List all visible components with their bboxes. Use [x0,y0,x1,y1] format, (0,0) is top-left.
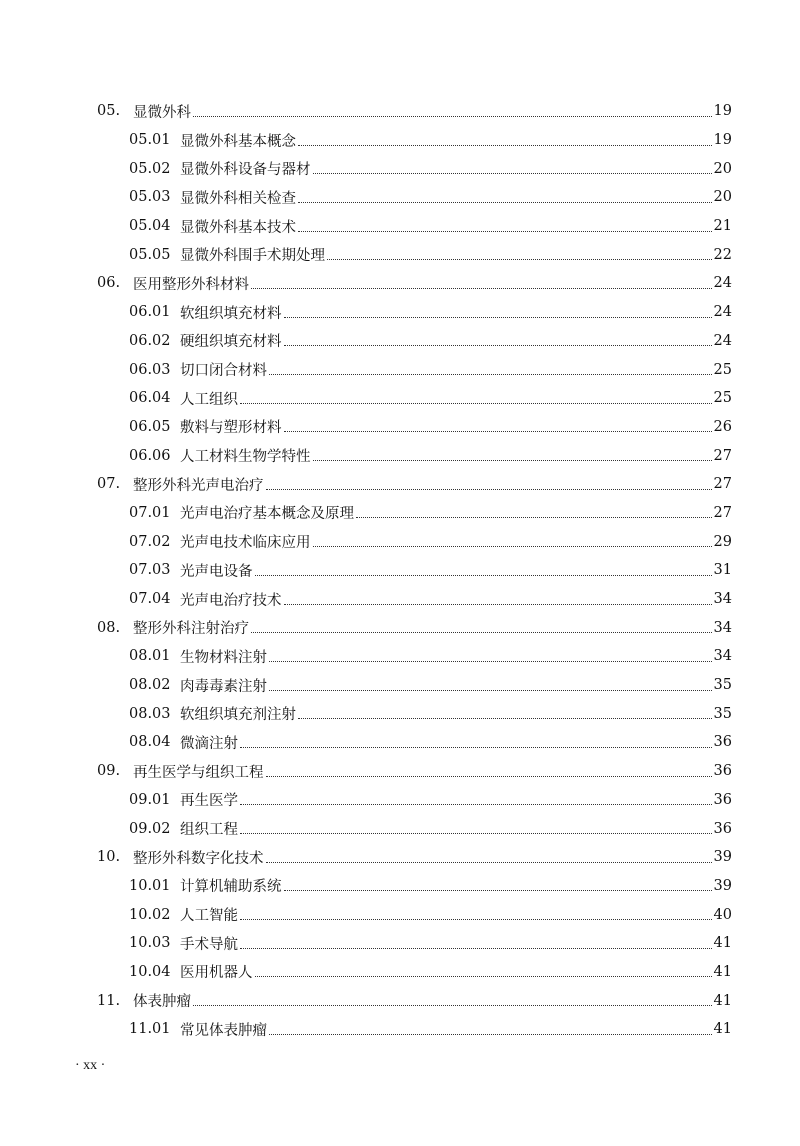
toc-entry-number: 08.04 [129,734,171,751]
toc-entry-number: 09.01 [129,791,171,808]
toc-entry-number: 06.06 [129,447,171,464]
toc-dot-leader [193,116,712,117]
toc-section-entry[interactable] [0,327,732,356]
toc-entry-page-number: 36 [713,820,732,837]
toc-entry-number: 11. [97,992,121,1009]
toc-section-entry[interactable] [0,585,732,614]
toc-dot-leader [255,575,712,576]
toc-entry-page-number: 24 [713,332,732,349]
toc-entry-title: 人工组织 [180,391,238,408]
toc-entry-title: 显微外科基本概念 [180,133,296,150]
toc-entry-title: 再生医学与组织工程 [133,764,264,781]
toc-chapter-entry[interactable] [0,986,732,1015]
toc-section-entry[interactable] [0,298,732,327]
toc-dot-leader [269,661,712,662]
toc-entry-title: 组织工程 [180,822,238,839]
toc-dot-leader [240,747,712,748]
toc-dot-leader [266,489,712,490]
toc-dot-leader [240,919,712,920]
toc-entry-number: 08.02 [129,677,171,694]
toc-entry-page-number: 24 [713,275,732,292]
toc-chapter-entry[interactable] [0,757,732,786]
toc-entry-number: 06.05 [129,418,171,435]
toc-section-entry[interactable] [0,413,732,442]
toc-dot-leader [266,776,712,777]
toc-dot-leader [356,517,712,518]
toc-entry-title: 显微外科相关检查 [180,190,296,207]
toc-section-entry[interactable] [0,183,732,212]
toc-entry-page-number: 27 [713,476,732,493]
toc-entry-page-number: 22 [713,246,732,263]
toc-entry-number: 05.02 [129,160,171,177]
toc-entry-title: 切口闭合材料 [180,363,267,380]
toc-dot-leader [251,632,712,633]
toc-entry-number: 07.02 [129,533,171,550]
toc-chapter-entry[interactable] [0,269,732,298]
toc-dot-leader [284,431,712,432]
toc-entry-page-number: 19 [713,132,732,149]
toc-entry-page-number: 41 [713,935,732,952]
toc-dot-leader [240,804,712,805]
toc-entry-number: 11.01 [129,1021,171,1038]
toc-entry-number: 07.04 [129,591,171,608]
toc-section-entry[interactable] [0,355,732,384]
toc-entry-title: 再生医学 [180,793,238,810]
toc-entry-page-number: 34 [713,648,732,665]
toc-entry-page-number: 27 [713,447,732,464]
toc-section-entry[interactable] [0,958,732,987]
toc-section-entry[interactable] [0,872,732,901]
page-number-footer: · xx · [75,1058,106,1073]
toc-section-entry[interactable] [0,240,732,269]
toc-dot-leader [284,604,712,605]
toc-chapter-entry[interactable] [0,470,732,499]
toc-entry-title: 计算机辅助系统 [180,879,282,896]
toc-section-entry[interactable] [0,527,732,556]
toc-entry-page-number: 41 [713,963,732,980]
toc-section-entry[interactable] [0,699,732,728]
toc-dot-leader [266,862,712,863]
toc-entry-title: 整形外科注射治疗 [133,621,249,638]
toc-entry-number: 10.01 [129,877,171,894]
toc-entry-number: 05.04 [129,218,171,235]
toc-entry-title: 医用机器人 [180,965,253,982]
toc-section-entry[interactable] [0,126,732,155]
toc-entry-title: 整形外科数字化技术 [133,850,264,867]
toc-dot-leader [269,690,712,691]
toc-section-entry[interactable] [0,814,732,843]
toc-entry-page-number: 19 [713,103,732,120]
toc-entry-page-number: 25 [713,361,732,378]
toc-dot-leader [251,288,712,289]
toc-dot-leader [327,259,712,260]
toc-dot-leader [313,460,712,461]
toc-entry-number: 06. [97,275,121,292]
toc-entry-page-number: 29 [713,533,732,550]
toc-section-entry[interactable] [0,671,732,700]
toc-entry-page-number: 34 [713,619,732,636]
toc-entry-title: 手术导航 [180,936,238,953]
toc-dot-leader [313,546,712,547]
toc-entry-title: 软组织填充剂注射 [180,707,296,724]
toc-entry-number: 05.01 [129,132,171,149]
toc-dot-leader [298,202,712,203]
toc-dot-leader [284,317,712,318]
toc-section-entry[interactable] [0,929,732,958]
toc-section-entry[interactable] [0,786,732,815]
toc-entry-number: 10.03 [129,935,171,952]
toc-dot-leader [193,1005,712,1006]
toc-entry-title: 微滴注射 [180,735,238,752]
toc-dot-leader [284,890,712,891]
toc-entry-title: 显微外科基本技术 [180,219,296,236]
table-of-contents [0,97,800,1044]
toc-chapter-entry[interactable] [0,97,732,126]
toc-entry-number: 09. [97,763,121,780]
toc-entry-title: 显微外科设备与器材 [180,162,311,179]
toc-entry-number: 06.02 [129,332,171,349]
toc-entry-page-number: 21 [713,218,732,235]
toc-entry-title: 生物材料注射 [180,649,267,666]
toc-section-entry[interactable] [0,556,732,585]
toc-entry-title: 人工材料生物学特性 [180,449,311,466]
toc-entry-title: 显微外科围手术期处理 [180,248,325,265]
toc-dot-leader [284,345,712,346]
toc-dot-leader [298,231,712,232]
toc-entry-page-number: 41 [713,1021,732,1038]
toc-entry-page-number: 36 [713,791,732,808]
toc-section-entry[interactable] [0,499,732,528]
toc-entry-number: 08.01 [129,648,171,665]
toc-entry-page-number: 39 [713,877,732,894]
toc-section-entry[interactable] [0,384,732,413]
toc-entry-title: 光声电技术临床应用 [180,535,311,552]
toc-entry-title: 体表肿瘤 [133,994,191,1011]
toc-entry-title: 光声电治疗基本概念及原理 [180,506,354,523]
toc-section-entry[interactable] [0,642,732,671]
toc-entry-title: 肉毒毒素注射 [180,678,267,695]
toc-section-entry[interactable] [0,212,732,241]
toc-entry-title: 医用整形外科材料 [133,276,249,293]
toc-entry-page-number: 26 [713,418,732,435]
toc-entry-title: 硬组织填充材料 [180,334,282,351]
toc-entry-page-number: 35 [713,677,732,694]
toc-entry-title: 光声电设备 [180,563,253,580]
toc-entry-number: 07.03 [129,562,171,579]
toc-dot-leader [269,1034,712,1035]
toc-entry-number: 05.05 [129,246,171,263]
toc-dot-leader [240,948,712,949]
toc-entry-number: 05.03 [129,189,171,206]
toc-entry-page-number: 24 [713,304,732,321]
toc-entry-page-number: 20 [713,160,732,177]
toc-entry-page-number: 31 [713,562,732,579]
toc-entry-title: 整形外科光声电治疗 [133,477,264,494]
toc-dot-leader [298,718,712,719]
toc-entry-number: 06.03 [129,361,171,378]
toc-section-entry[interactable] [0,900,732,929]
toc-entry-number: 07.01 [129,504,171,521]
toc-dot-leader [269,374,712,375]
toc-dot-leader [255,976,712,977]
toc-entry-title: 敷料与塑形材料 [180,420,282,437]
toc-dot-leader [313,173,712,174]
toc-dot-leader [240,403,712,404]
toc-entry-page-number: 36 [713,734,732,751]
toc-entry-number: 09.02 [129,820,171,837]
toc-entry-number: 10. [97,849,121,866]
toc-entry-number: 10.02 [129,906,171,923]
toc-entry-page-number: 34 [713,591,732,608]
toc-entry-number: 08. [97,619,121,636]
toc-section-entry[interactable] [0,1015,732,1044]
toc-chapter-entry[interactable] [0,843,732,872]
toc-entry-number: 05. [97,103,121,120]
toc-entry-title: 常见体表肿瘤 [180,1022,267,1039]
toc-entry-page-number: 35 [713,705,732,722]
toc-entry-title: 光声电治疗技术 [180,592,282,609]
toc-entry-page-number: 25 [713,390,732,407]
toc-entry-page-number: 39 [713,849,732,866]
toc-dot-leader [240,833,712,834]
toc-entry-title: 人工智能 [180,908,238,925]
toc-entry-page-number: 20 [713,189,732,206]
toc-chapter-entry[interactable] [0,613,732,642]
toc-entry-number: 10.04 [129,963,171,980]
toc-entry-number: 06.01 [129,304,171,321]
toc-entry-number: 07. [97,476,121,493]
toc-entry-page-number: 40 [713,906,732,923]
toc-entry-page-number: 36 [713,763,732,780]
toc-section-entry[interactable] [0,154,732,183]
toc-dot-leader [298,145,712,146]
toc-section-entry[interactable] [0,441,732,470]
toc-entry-page-number: 27 [713,504,732,521]
toc-entry-title: 软组织填充材料 [180,305,282,322]
toc-entry-number: 06.04 [129,390,171,407]
toc-section-entry[interactable] [0,728,732,757]
toc-entry-title: 显微外科 [133,104,191,121]
toc-entry-page-number: 41 [713,992,732,1009]
toc-entry-number: 08.03 [129,705,171,722]
